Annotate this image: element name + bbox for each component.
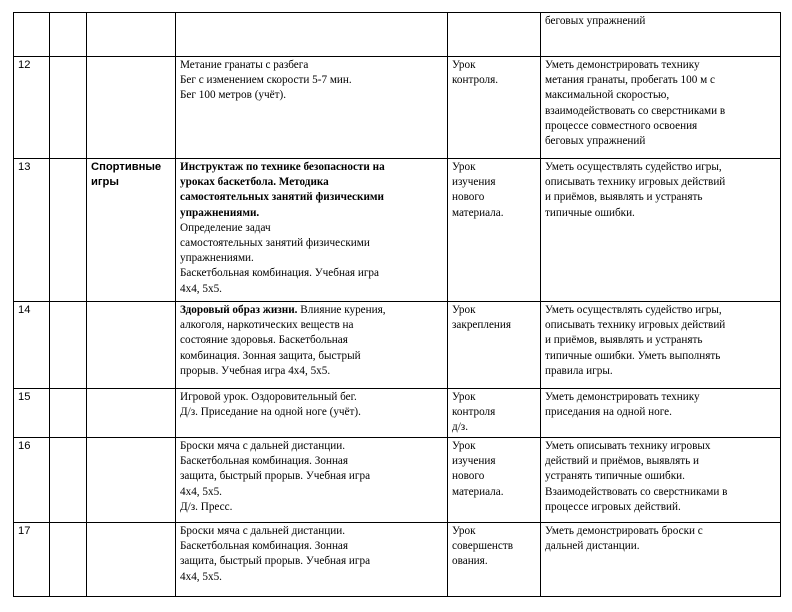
- requirements: Уметь демонстрировать технику метания гранаты, пробегать 100 м с максимальной скоростью, взаимодействовать со сверстниками в процессе совместного освоения беговых упражнений: [541, 57, 781, 159]
- lesson-number: 13: [14, 159, 50, 302]
- section-name: [87, 13, 176, 57]
- topic-bold-text: Здоровый образ жизни.: [180, 304, 298, 316]
- empty-cell: [50, 13, 87, 57]
- lesson-plan-table: [13, 12, 781, 597]
- lesson-topic: Метание гранаты с разбега Бег с изменением скорости 5-7 мин. Бег 100 метров (учёт).: [176, 57, 448, 159]
- requirements: Уметь осуществлять судейство игры, описывать технику игровых действий и приёмов, выявлять и устранять типичные ошибки.: [541, 159, 781, 302]
- lesson-type: Урок контроля д/з.: [448, 389, 541, 438]
- section-name: [87, 438, 176, 523]
- table-row: [14, 13, 781, 57]
- lesson-type: Урок изучения нового материала.: [448, 438, 541, 523]
- lesson-type: Урок контроля.: [448, 57, 541, 159]
- empty-cell: [50, 438, 87, 523]
- section-name: [87, 302, 176, 389]
- lesson-type: [448, 13, 541, 57]
- lesson-type: Урок совершенств ования.: [448, 523, 541, 597]
- empty-cell: [50, 302, 87, 389]
- requirements: Уметь демонстрировать броски с дальней дистанции.: [541, 523, 781, 597]
- topic-bold-text: Инструктаж по технике безопасности на уроках баскетбола. Методика самостоятельных занятий физическими упражнениями.: [180, 161, 385, 219]
- lesson-topic: Броски мяча с дальней дистанции. Баскетбольная комбинация. Зонная защита, быстрый прорыв. Учебная игра 4х4, 5х5. Д/з. Пресс.: [176, 438, 448, 523]
- lesson-topic: Игровой урок. Оздоровительный бег. Д/з. Приседание на одной ноге (учёт).: [176, 389, 448, 438]
- lesson-number: 12: [14, 57, 50, 159]
- empty-cell: [50, 523, 87, 597]
- requirements: Уметь описывать технику игровых действий и приёмов, выявлять и устранять типичные ошибки. Взаимодействовать со сверстниками в процессе игровых действий.: [541, 438, 781, 523]
- lesson-type: Урок изучения нового материала.: [448, 159, 541, 302]
- requirements: Уметь демонстрировать технику приседания на одной ноге.: [541, 389, 781, 438]
- table-row: [14, 302, 781, 389]
- table-row: [14, 438, 781, 523]
- table-row: [14, 389, 781, 438]
- lesson-number: 15: [14, 389, 50, 438]
- lesson-topic: Инструктаж по технике безопасности на уроках баскетбола. Методика самостоятельных занятий физическими упражнениями. Определение задач самостоятельных занятий физическими упражнениями. Баскетбольная комбинация. Учебная игра 4х4, 5х5.: [176, 159, 448, 302]
- empty-cell: [50, 389, 87, 438]
- lesson-number: 16: [14, 438, 50, 523]
- section-name: Спортивные игры: [87, 159, 176, 302]
- lesson-number: 17: [14, 523, 50, 597]
- section-name: [87, 523, 176, 597]
- lesson-topic: [176, 13, 448, 57]
- section-name: [87, 57, 176, 159]
- lesson-topic: Броски мяча с дальней дистанции. Баскетбольная комбинация. Зонная защита, быстрый прорыв. Учебная игра 4х4, 5х5.: [176, 523, 448, 597]
- requirements: беговых упражнений: [541, 13, 781, 57]
- lesson-number: 14: [14, 302, 50, 389]
- lesson-type: Урок закрепления: [448, 302, 541, 389]
- table-row: [14, 523, 781, 597]
- section-name: [87, 389, 176, 438]
- lesson-number: [14, 13, 50, 57]
- table-row: [14, 57, 781, 159]
- lesson-topic: Здоровый образ жизни. Влияние курения, алкоголя, наркотических веществ на состояние здоровья. Баскетбольная комбинация. Зонная защита, быстрый прорыв. Учебная игра 4х4, 5х5.: [176, 302, 448, 389]
- empty-cell: [50, 159, 87, 302]
- table-row: [14, 159, 781, 302]
- requirements: Уметь осуществлять судейство игры, описывать технику игровых действий и приёмов, выявлять и устранять типичные ошибки. Уметь выполнять правила игры.: [541, 302, 781, 389]
- empty-cell: [50, 57, 87, 159]
